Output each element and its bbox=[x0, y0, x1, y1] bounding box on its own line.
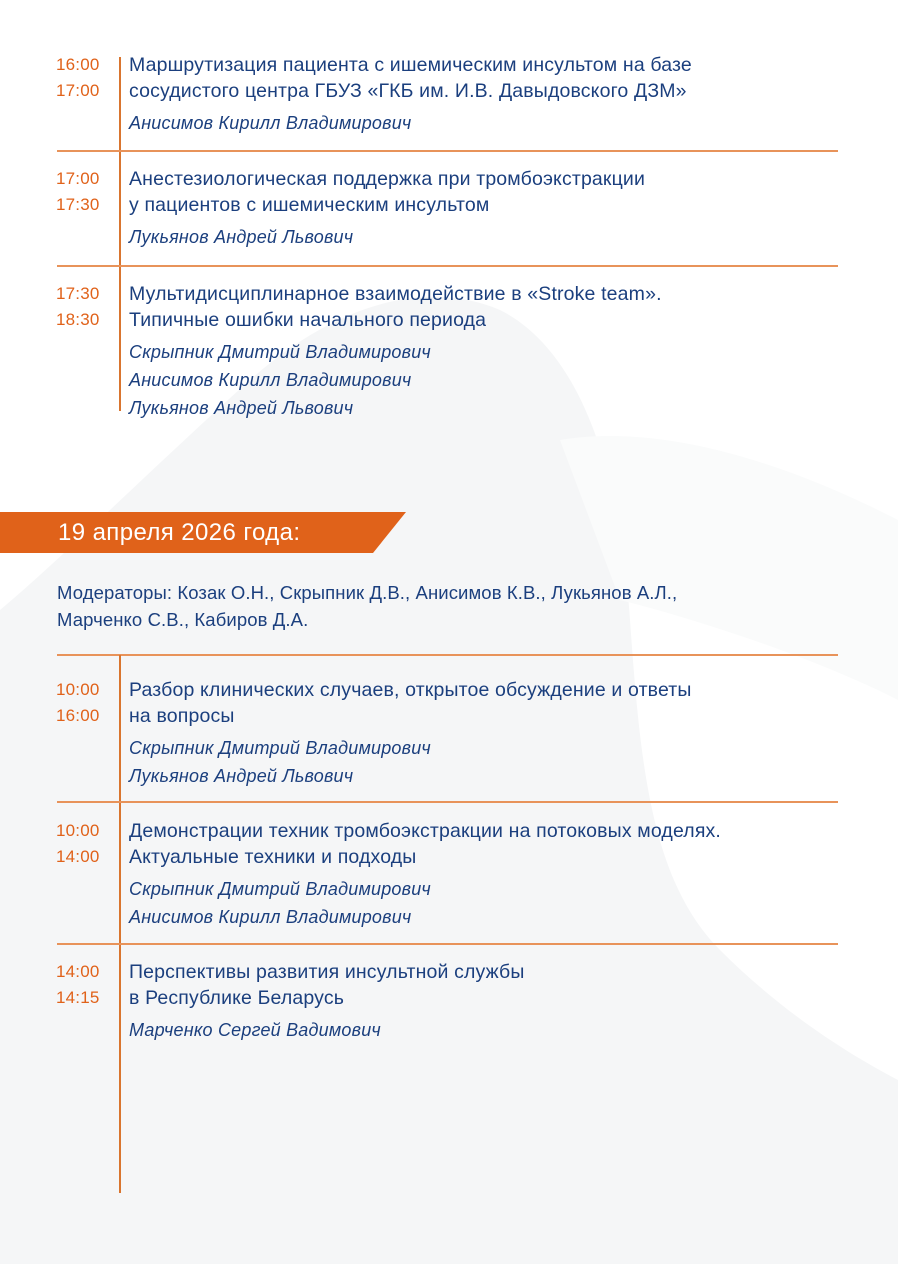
speaker-list bbox=[129, 1016, 869, 1044]
moderators-line: Модераторы: Козак О.Н., Скрыпник Д.В., Анисимов К.В., Лукьянов А.Л., bbox=[57, 582, 678, 603]
moderators-text bbox=[57, 579, 887, 633]
session-title bbox=[129, 818, 869, 870]
title-line: Типичные ошибки начального периода bbox=[129, 309, 487, 331]
start-time: 10:00 bbox=[56, 821, 100, 840]
start-time: 14:00 bbox=[56, 962, 100, 981]
start-time: 16:00 bbox=[56, 55, 100, 74]
speaker-list bbox=[129, 338, 869, 422]
session-title bbox=[129, 166, 869, 218]
speaker-name: Лукьянов Андрей Львович bbox=[129, 227, 354, 247]
speaker-name: Скрыпник Дмитрий Владимирович bbox=[129, 342, 431, 362]
end-time: 18:30 bbox=[56, 310, 100, 329]
start-time: 17:30 bbox=[56, 284, 100, 303]
speaker-name: Анисимов Кирилл Владимирович bbox=[129, 113, 412, 133]
divider bbox=[57, 654, 838, 656]
speaker-name: Скрыпник Дмитрий Владимирович bbox=[129, 738, 431, 758]
title-line: Мультидисциплинарное взаимодействие в «Stroke team». bbox=[129, 283, 662, 305]
timeline-line-day1 bbox=[119, 57, 121, 411]
speaker-list bbox=[129, 223, 869, 251]
speaker-name: Лукьянов Андрей Львович bbox=[129, 398, 354, 418]
title-line: на вопросы bbox=[129, 705, 235, 727]
title-line: в Республике Беларусь bbox=[129, 987, 345, 1009]
session-title bbox=[129, 959, 869, 1011]
session-time bbox=[56, 677, 116, 729]
title-line: Демонстрации техник тромбоэкстракции на потоковых моделях. bbox=[129, 820, 722, 842]
title-line: Маршрутизация пациента с ишемическим инсультом на базе bbox=[129, 54, 692, 76]
speaker-list bbox=[129, 875, 869, 931]
session-title bbox=[129, 281, 869, 333]
session-title bbox=[129, 52, 869, 104]
title-line: Анестезиологическая поддержка при тромбоэкстракции bbox=[129, 168, 646, 190]
speaker-list bbox=[129, 109, 869, 137]
speaker-name: Скрыпник Дмитрий Владимирович bbox=[129, 879, 431, 899]
end-time: 14:15 bbox=[56, 988, 100, 1007]
end-time: 16:00 bbox=[56, 706, 100, 725]
divider bbox=[57, 265, 838, 267]
session-time bbox=[56, 166, 116, 218]
end-time: 17:00 bbox=[56, 81, 100, 100]
date-banner bbox=[0, 512, 406, 553]
start-time: 17:00 bbox=[56, 169, 100, 188]
title-line: у пациентов с ишемическим инсультом bbox=[129, 194, 490, 216]
title-line: сосудистого центра ГБУЗ «ГКБ им. И.В. Давыдовского ДЗМ» bbox=[129, 80, 687, 102]
title-line: Актуальные техники и подходы bbox=[129, 846, 417, 868]
session-title bbox=[129, 677, 869, 729]
divider bbox=[57, 801, 838, 803]
speaker-list bbox=[129, 734, 869, 790]
start-time: 10:00 bbox=[56, 680, 100, 699]
speaker-name: Анисимов Кирилл Владимирович bbox=[129, 907, 412, 927]
date-banner-text: 19 апреля 2026 года: bbox=[58, 519, 301, 546]
session-time bbox=[56, 281, 116, 333]
title-line: Разбор клинических случаев, открытое обсуждение и ответы bbox=[129, 679, 692, 701]
divider bbox=[57, 150, 838, 152]
speaker-name: Марченко Сергей Вадимович bbox=[129, 1020, 381, 1040]
session-time bbox=[56, 52, 116, 104]
end-time: 17:30 bbox=[56, 195, 100, 214]
session-time bbox=[56, 818, 116, 870]
moderators-line: Марченко С.В., Кабиров Д.А. bbox=[57, 609, 309, 630]
title-line: Перспективы развития инсультной службы bbox=[129, 961, 525, 983]
speaker-name: Лукьянов Андрей Львович bbox=[129, 766, 354, 786]
timeline-line-day2 bbox=[119, 655, 121, 1193]
end-time: 14:00 bbox=[56, 847, 100, 866]
speaker-name: Анисимов Кирилл Владимирович bbox=[129, 370, 412, 390]
divider bbox=[57, 943, 838, 945]
session-time bbox=[56, 959, 116, 1011]
